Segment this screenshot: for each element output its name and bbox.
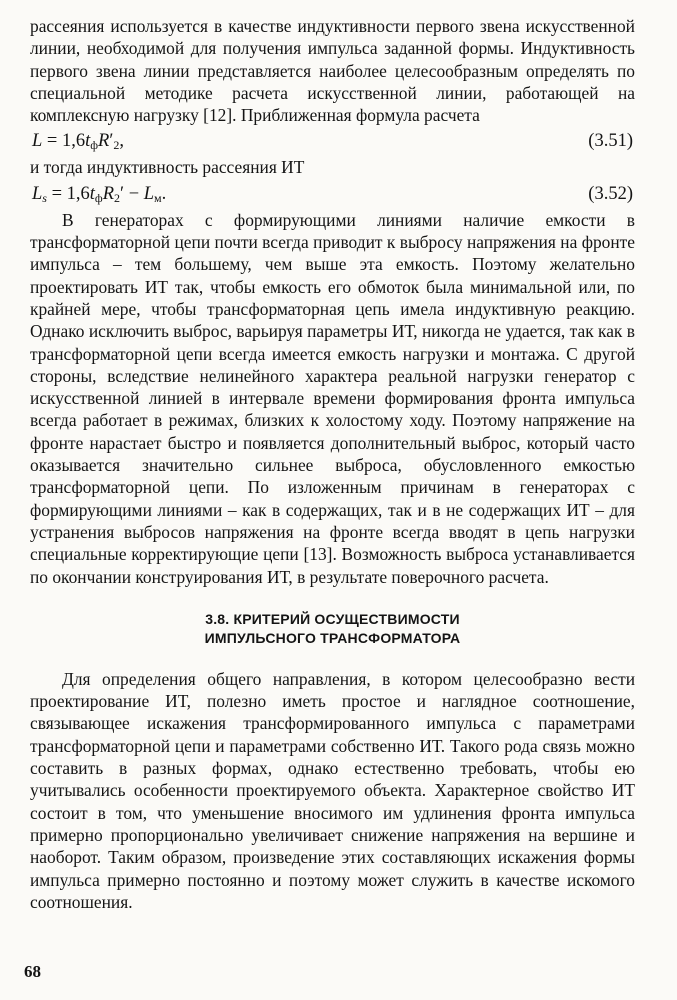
paragraph-transition: и тогда индуктивность рассеяния ИТ [30, 157, 305, 178]
formula-3-52-number: (3.52) [588, 183, 633, 204]
formula-3-52 [30, 179, 635, 209]
section-heading-line-1: 3.8. КРИТЕРИЙ ОСУЩЕСТВИМОСТИ [205, 610, 460, 627]
page-number: 68 [24, 962, 41, 981]
page-content [30, 15, 635, 913]
formula-3-51-number: (3.51) [588, 131, 633, 152]
formula-3-51 [30, 126, 635, 156]
formula-3-51-expression: $L = 1,6t_фR'_2$, [32, 131, 125, 153]
formula-3-52-expression: $L_s = 1,6t_фR_2' - L_м$. [32, 183, 167, 205]
paragraph-continuation: рассеяния используется в качестве индуктивности первого звена искусственной линии, необходимой для получения импульса заданной формы. Индуктивность первого звена линии представляется наиболее целесообразным определять по специальной методике расчета искусственной линии, работающей на комплексную нагрузку [12]. Приближенная формула расчета [30, 16, 635, 126]
section-heading-line-2: ИМПУЛЬСНОГО ТРАНСФОРМАТОРА [204, 629, 461, 646]
paragraph-criterion: Для определения общего направления, в котором целесообразно вести проектирование ИТ, полезно иметь простое и наглядное соотношение, связывающее искажения трансформированного импульса с параметрами трансформаторной цепи и параметрами собственно ИТ. Такого рода связь можно составить в разных формах, однако естественно требовать, чтобы ею учитывались особенности проектируемого объекта. Характерное свойство ИТ состоит в том, что уменьшение вносимого им удлинения фронта импульса примерно пропорционально увеличивает снижение напряжения на вершине и наоборот. Таким образом, произведение этих составляющих искажения формы импульса примерно постоянно и поэтому может служить в качестве искомого соотношения. [30, 668, 635, 912]
section-heading [30, 610, 635, 648]
paragraph-generators: В генераторах с формирующими линиями наличие емкости в трансформаторной цепи почти всегда приводит к выбросу напряжения на фронте импульса – тем большему, чем выше эта емкость. Поэтому желательно проектировать ИТ так, чтобы емкость его обмоток была минимальной или, по крайней мере, чтобы трансформаторная цепь имела индуктивную реакцию. Однако исключить выброс, варьируя параметры ИТ, никогда не удается, так как в трансформаторной цепи всегда имеется емкость нагрузки и монтажа. С другой стороны, вследствие нелинейного характера реальной нагрузки генератор с искусственной линией в интервале времени формирования фронта импульса всегда работает в режимах, близких к холостому ходу. Поэтому напряжение на фронте нарастает быстро и появляется дополнительный выброс, который часто оказывается значительно сильнее выброса, обусловленного емкостью трансформаторной цепи. По изложенным причинам в генераторах с формирующими линиями – как в содержащих, так и в не содержащих ИТ – для устранения выбросов напряжения на фронте всегда вводят в цепь нагрузки специальные корректирующие цепи [13]. Возможность выброса устанавливается по окончании конструирования ИТ, в результате поверочного расчета. [30, 209, 635, 587]
